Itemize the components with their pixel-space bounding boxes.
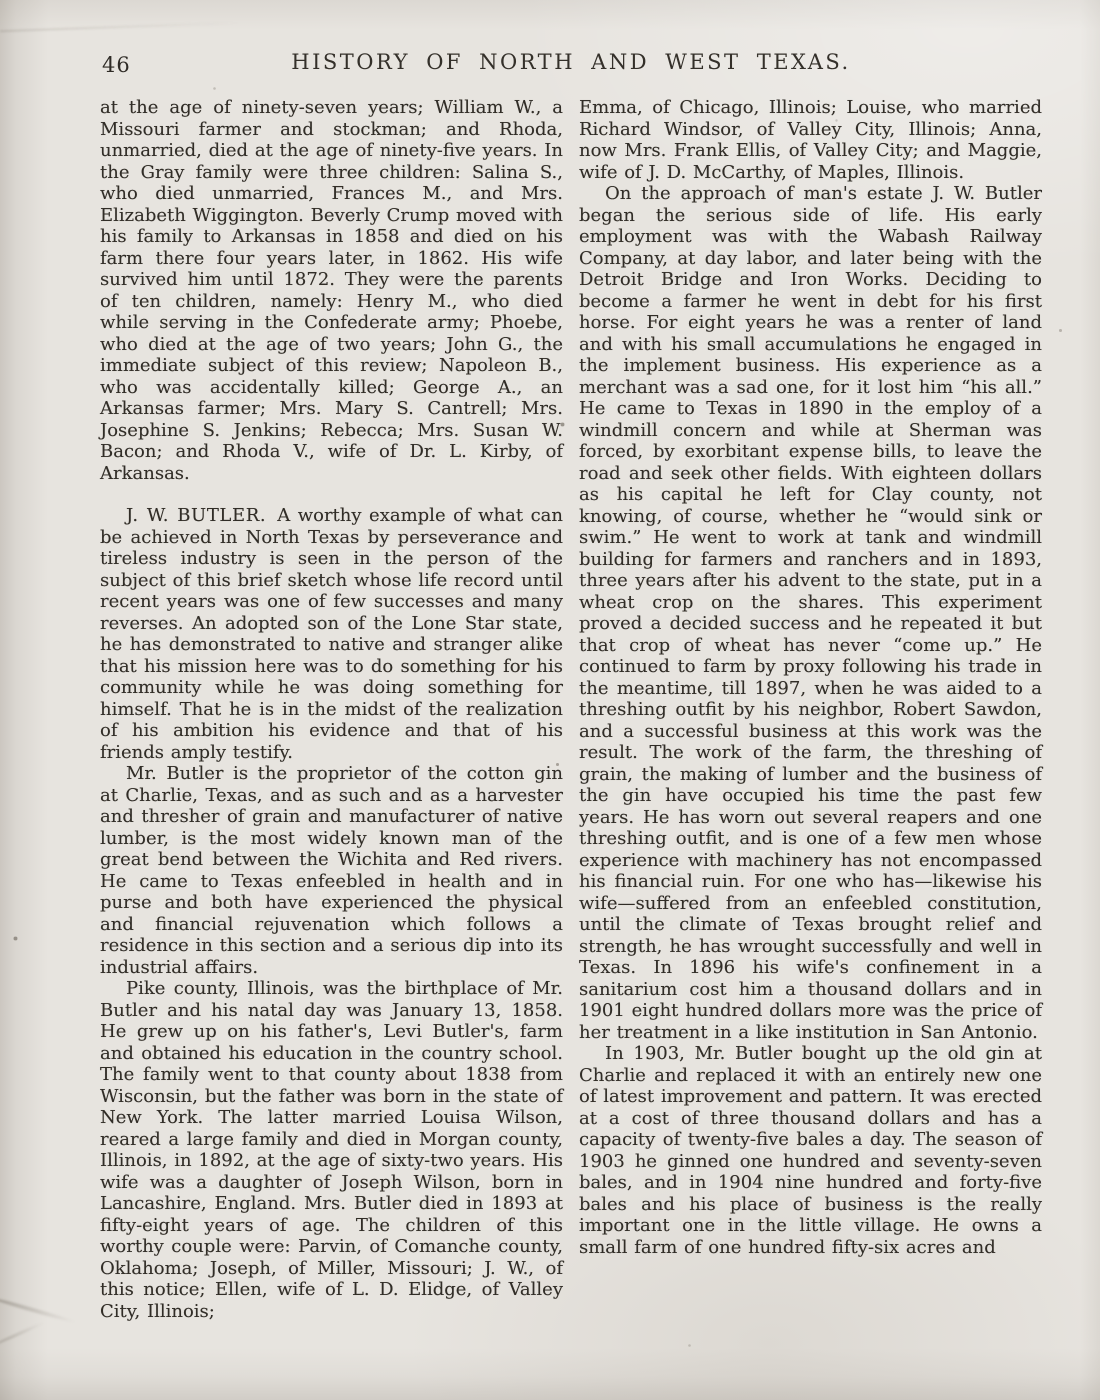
page-header-title: HISTORY OF NORTH AND WEST TEXAS. bbox=[291, 50, 851, 74]
page-number: 46 bbox=[102, 53, 131, 77]
paper-crease-top bbox=[0, 22, 240, 32]
paper-crease-bottom-left bbox=[0, 1296, 77, 1325]
column-left bbox=[100, 97, 563, 1322]
column-right bbox=[579, 97, 1042, 1322]
page-header bbox=[100, 50, 1042, 84]
paragraph-gray-family-continuation: at the age of ninety-seven years; William W., a Missouri farmer and stockman; and Rhoda, unmarried, died at the age of ninety-five years. In the Gray family were three children: Salina S., who died unmarried, Frances M., and Mrs. Elizabeth Wiggington. Beverly Crump moved with his family to Arkansas in 1858 and died on his farm there four years later, in 1862. His wife survived him until 1872. They were the parents of ten children, namely: Henry M., who died while serving in the Confederate army; Phoebe, who died at the age of two years; John G., the immediate subject of this review; Napoleon B., who was accidentally killed; George A., an Arkansas farmer; Mrs. Mary S. Cantrell; Mrs. Josephine S. Jenkins; Rebecca; Mrs. Susan W. Bacon; and Rhoda V., wife of Dr. L. Kirby, of Arkansas. bbox=[100, 97, 563, 484]
entry-heading-jw-butler: J. W. BUTLER. bbox=[126, 505, 267, 526]
paragraph-mans-estate-career: On the approach of man's estate J. W. Butler began the serious side of life. His early employment was with the Wabash Railway Company, at day labor, and later being with the Detroit Bridge and Iron Works. Deciding to become a farmer he went in debt for his first horse. For eight years he was a renter of land and with his small accumulations he engaged in the implement business. His experience as a merchant was a sad one, for it lost him “his all.” He came to Texas in 1890 in the employ of a windmill concern and while at Sherman was forced, by exorbitant expense bills, to leave the road and seek other fields. With eighteen dollars as his capital he left for Clay county, not knowing, of course, whether he “would sink or swim.” He went to work at tank and windmill building for farmers and ranchers and in 1893, three years after his advent to the state, put in a wheat crop on the shares. This experiment proved a decided success and he repeated it but that crop of wheat has never “come up.” He continued to farm by proxy following his trade in the meantime, till 1897, when he was aided to a threshing outfit by his neighbor, Robert Sawdon, and a successful business at this work was the result. The work of the farm, the threshing of grain, the making of lumber and the business of the gin have occupied his time the past few years. He has worn out several reapers and one threshing outfit, and is one of a few men whose experience with machinery has not encompassed his financial ruin. For one who has—likewise his wife—suffered from an enfeebled constitution, until the climate of Texas brought relief and strength, he has wrought successfully and well in Texas. In 1896 his wife's confinement in a sanitarium cost him a thousand dollars and in 1901 eight hundred dollars more was the price of her treatment in a like institution in San Antonio. bbox=[579, 183, 1042, 1043]
paragraph-pike-county-birthplace: Pike county, Illinois, was the birthplace of Mr. Butler and his natal day was January 13, 1858. He grew up on his father's, Levi Butler's, farm and obtained his education in the country school. The family went to that county about 1838 from Wisconsin, but the father was born in the state of New York. The latter married Louisa Wilson, reared a large family and died in Morgan county, Illinois, in 1892, at the age of sixty-two years. His wife was a daughter of Joseph Wilson, born in Lancashire, England. Mrs. Butler died in 1893 at fifty-eight years of age. The children of this worthy couple were: Parvin, of Comanche county, Oklahoma; Joseph, of Miller, Missouri; J. W., of this notice; Ellen, wife of L. D. Elidge, of Valley City, Illinois; bbox=[100, 978, 563, 1322]
paper-crease-bottom-left-2 bbox=[0, 1321, 45, 1346]
page-body bbox=[100, 97, 1042, 1322]
paragraph-text: A worthy example of what can be achieved in North Texas by perseverance and tireless industry is seen in the person of the subject of this brief sketch whose life record until recent years was one of few successes and many reverses. An adopted son of the Lone Star state, he has demonstrated to native and stranger alike that his mission here was to do something for his community while he was doing something for himself. That he is in the midst of the realization of his ambition his evidence and that of his friends amply testify. bbox=[100, 505, 563, 763]
paragraph-children-continuation: Emma, of Chicago, Illinois; Louise, who married Richard Windsor, of Valley City, Illinois; Anna, now Mrs. Frank Ellis, of Valley City; and Maggie, wife of J. D. McCarthy, of Maples, Illinois. bbox=[579, 97, 1042, 183]
paragraph-cotton-gin-proprietor: Mr. Butler is the proprietor of the cotton gin at Charlie, Texas, and as such and as a harvester and thresher of grain and manufacturer of native lumber, is the most widely known man of the great bend between the Wichita and Red rivers. He came to Texas enfeebled in health and in purse and both have experienced the physical and financial rejuvenation which follows a residence in this section and a serious dip into its industrial affairs. bbox=[100, 763, 563, 978]
paper-speck-group bbox=[0, 0, 1, 1]
paragraph-jw-butler-intro bbox=[100, 505, 563, 763]
paragraph-1903-new-gin: In 1903, Mr. Butler bought up the old gin at Charlie and replaced it with an entirely new one of latest improvement and pattern. It was erected at a cost of three thousand dollars and has a capacity of twenty-five bales a day. The season of 1903 he ginned one hundred and seventy-seven bales, and in 1904 nine hundred and forty-five bales and his place of business is the really important one in the little village. He owns a small farm of one hundred fifty-six acres and bbox=[579, 1043, 1042, 1258]
